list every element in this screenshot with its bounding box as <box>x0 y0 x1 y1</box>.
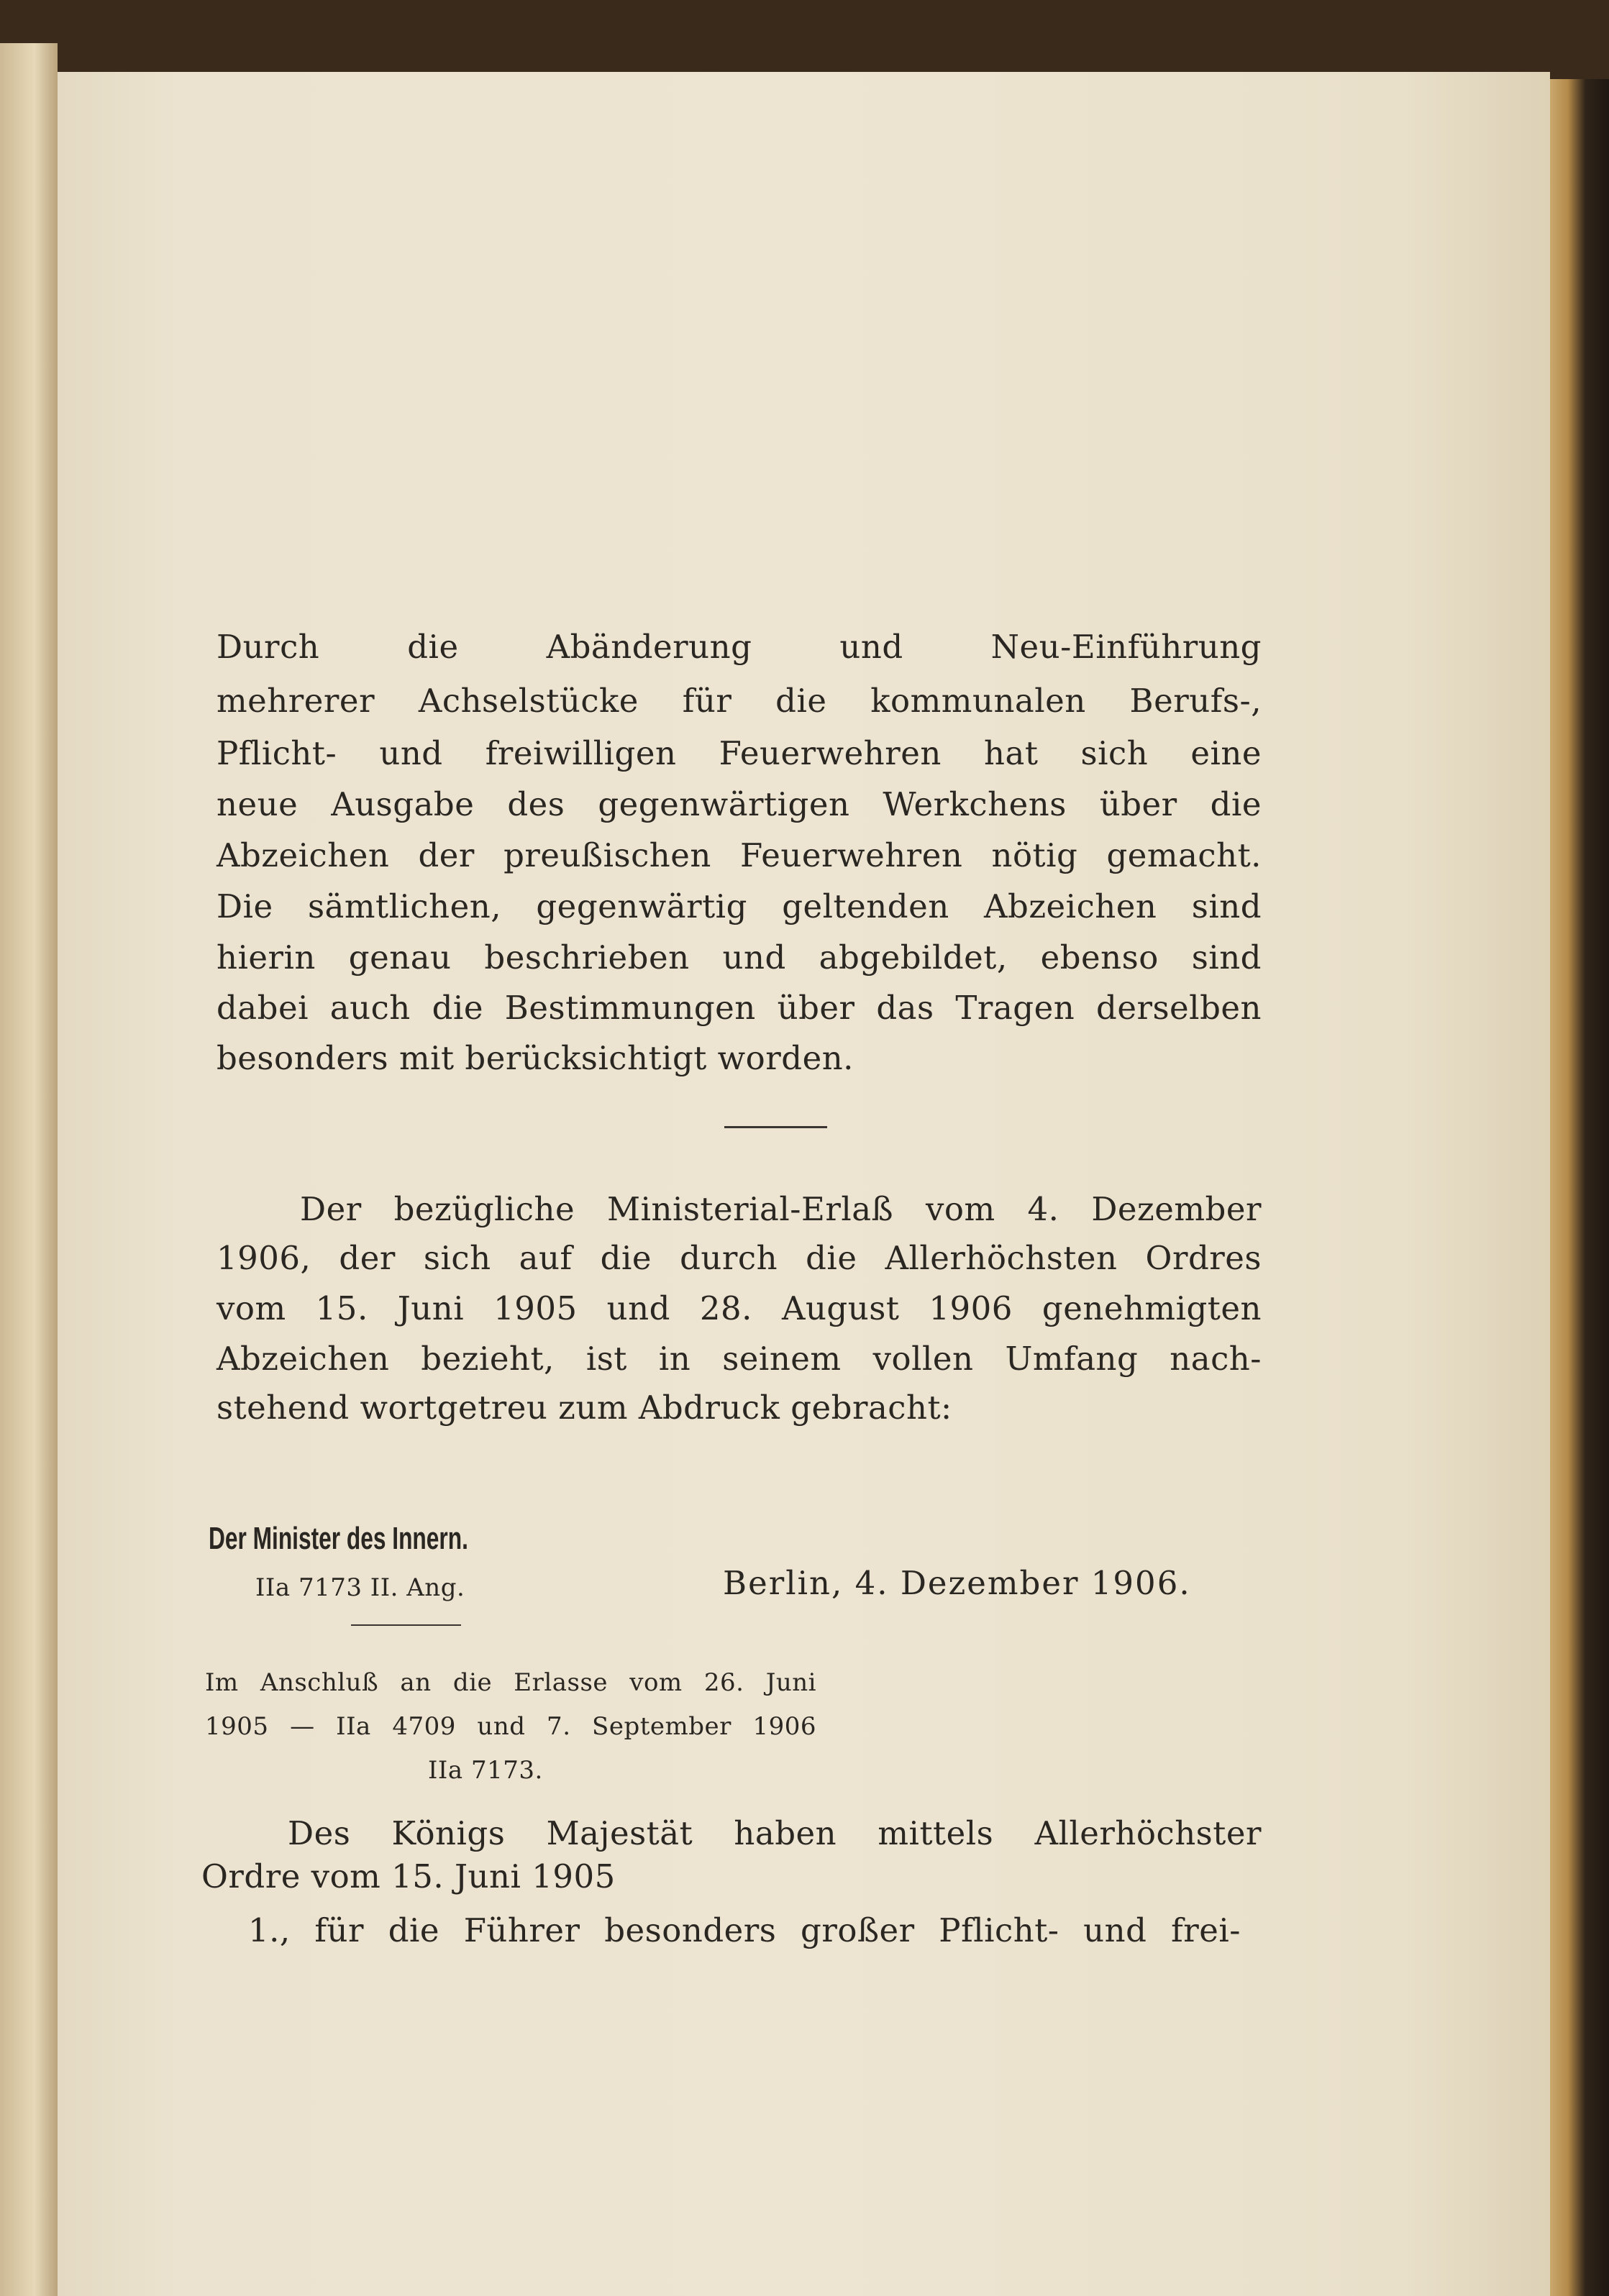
note-line: 1905 — IIa 4709 und 7. September 1906 <box>205 1712 816 1741</box>
text-line: Abzeichen bezieht, ist in seinem vollen Umfang nach- <box>216 1340 1262 1378</box>
text-line: 1., für die Führer besonders großer Pflicht- und frei- <box>248 1911 1241 1949</box>
decree-heading: Der Minister des Innern. <box>209 1521 468 1556</box>
text-line: Durch die Abänderung und Neu-Einführung <box>216 628 1262 666</box>
decree-reference: IIa 7173 II. Ang. <box>255 1573 465 1602</box>
text-line: Ordre vom 15. Juni 1905 <box>201 1857 616 1895</box>
text-line: stehend wortgetreu zum Abdruck gebracht: <box>216 1389 952 1427</box>
text-line: 1906, der sich auf die durch die Allerhöchsten Ordres <box>216 1239 1262 1277</box>
text-line: neue Ausgabe des gegenwärtigen Werkchens über die <box>216 785 1262 823</box>
text-line: Abzeichen der preußischen Feuerwehren nötig gemacht. <box>216 836 1262 874</box>
note-line: Im Anschluß an die Erlasse vom 26. Juni <box>205 1668 816 1697</box>
divider <box>724 1126 827 1128</box>
text-line: vom 15. Juni 1905 und 28. August 1906 genehmigten <box>216 1289 1262 1327</box>
text-line: besonders mit berücksichtigt worden. <box>216 1039 854 1077</box>
text-line: Der bezügliche Ministerial-Erlaß vom 4. Dezember <box>300 1190 1262 1228</box>
book-edge <box>1550 79 1609 2296</box>
book-page <box>58 72 1550 2296</box>
text-line: Die sämtlichen, gegenwärtig geltenden Abzeichen sind <box>216 887 1262 925</box>
divider <box>351 1624 461 1626</box>
text-line: mehrerer Achselstücke für die kommunalen Berufs-, <box>216 682 1262 720</box>
text-line: Des Königs Majestät haben mittels Allerhöchster <box>288 1814 1262 1852</box>
note-line: IIa 7173. <box>428 1756 543 1785</box>
text-line: Pflicht- und freiwilligen Feuerwehren hat sich eine <box>216 734 1262 772</box>
facing-page-edge <box>0 43 58 2296</box>
text-line: hierin genau beschrieben und abgebildet, ebenso sind <box>216 938 1262 977</box>
text-line: dabei auch die Bestimmungen über das Tragen derselben <box>216 989 1262 1027</box>
place-date: Berlin, 4. Dezember 1906. <box>723 1564 1191 1602</box>
